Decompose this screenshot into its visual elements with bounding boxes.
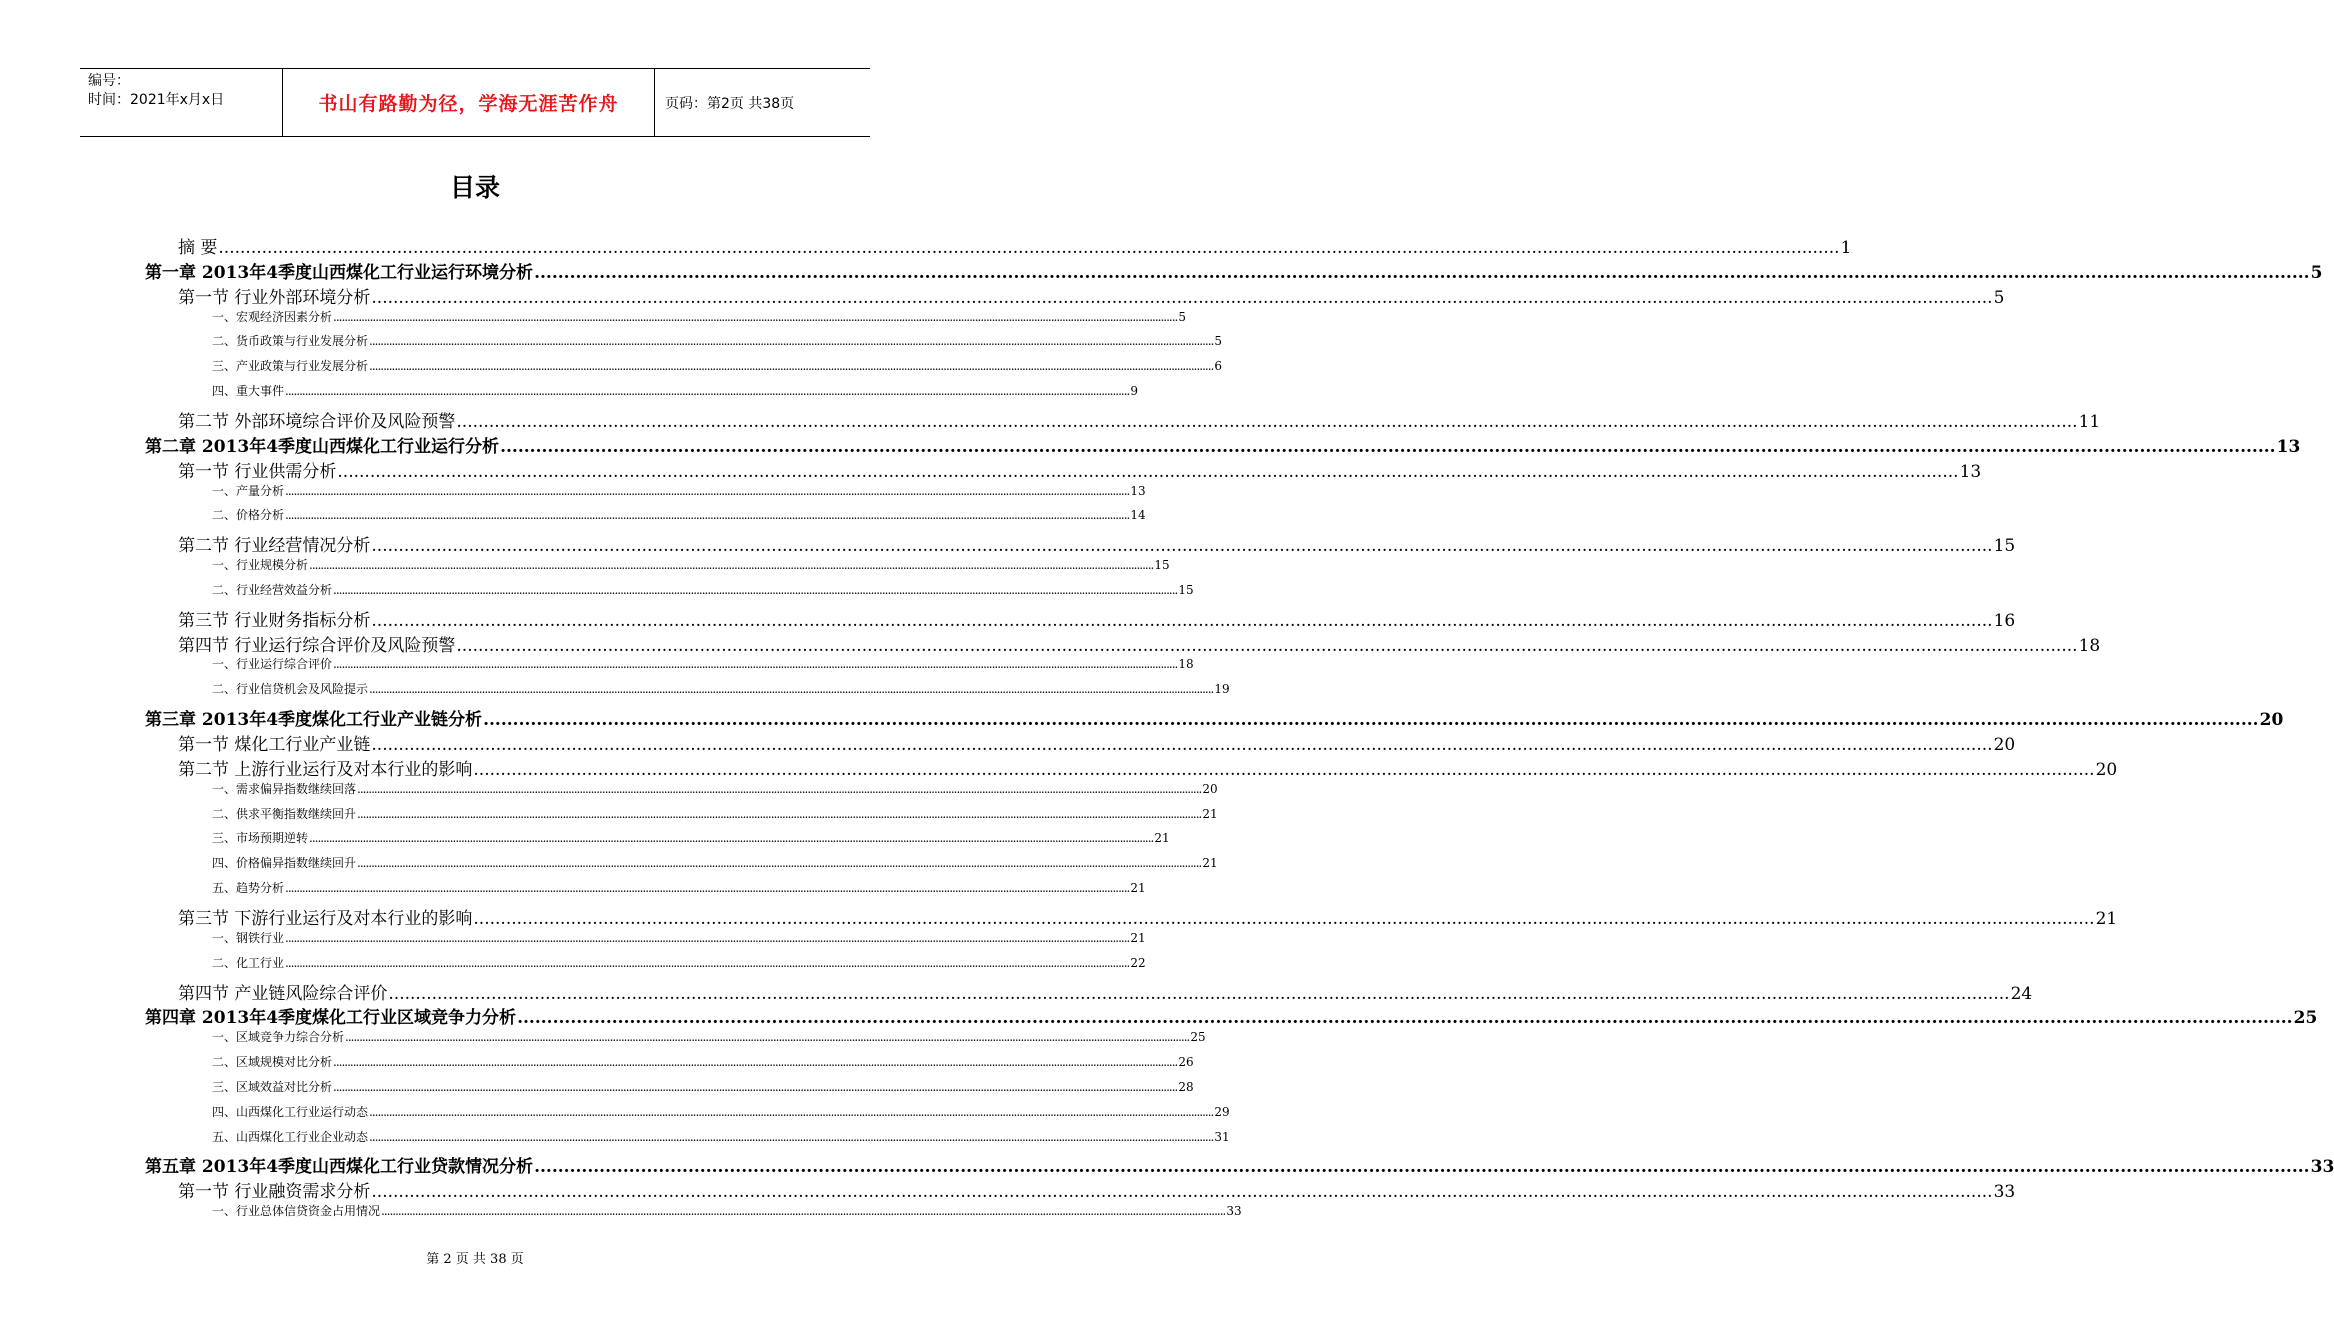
toc-leader-dots: ............................................................................................................................................................................................................................................................................................................: [333, 657, 1178, 672]
toc-entry-page: 13: [1130, 483, 1146, 498]
toc-entry-title: 一、行业运行综合评价: [212, 657, 333, 672]
toc-leader-dots: ............................................................................................................................................................................................................................................................................................................: [309, 831, 1154, 846]
toc-entry-title: 三、区域效益对比分析: [212, 1079, 333, 1094]
toc-leader-dots: ............................................................................................................................................................................................................................................................................................................: [388, 983, 2010, 1004]
toc-entry-page: 5: [1214, 334, 1222, 349]
toc-leader-dots: ............................................................................................................................................................................................................................................................................................................: [345, 1030, 1190, 1045]
toc-entry-title: 第三章 2013年4季度煤化工行业产业链分析: [145, 710, 483, 731]
toc-entry-title: 一、宏观经济因素分析: [212, 309, 333, 324]
toc-entry-page: 5: [1993, 287, 2005, 308]
toc-leader-dots: ............................................................................................................................................................................................................................................................................................................: [473, 759, 2095, 780]
toc-leader-dots: ............................................................................................................................................................................................................................................................................................................: [369, 1104, 1214, 1119]
toc-leader-dots: ............................................................................................................................................................................................................................................................................................................: [371, 610, 1993, 631]
toc-entry-page: 6: [1214, 359, 1222, 374]
toc-entry-page: 31: [1214, 1129, 1230, 1144]
toc-entry[interactable]: [178, 531, 2016, 557]
toc-entry-title: 一、产量分析: [212, 483, 285, 498]
toc-entry-title: 三、市场预期逆转: [212, 831, 309, 846]
toc-entry[interactable]: [212, 829, 1170, 846]
toc-entry[interactable]: [212, 1028, 1206, 1045]
toc-entry-page: 18: [2078, 635, 2101, 656]
toc-leader-dots: ............................................................................................................................................................................................................................................................................................................: [285, 384, 1130, 399]
toc-entry[interactable]: [212, 929, 1146, 946]
toc-entry-page: 19: [1214, 682, 1230, 697]
toc-leader-dots: ............................................................................................................................................................................................................................................................................................................: [473, 908, 2095, 929]
toc-entry-page: 33: [2310, 1157, 2334, 1178]
toc-leader-dots: ............................................................................................................................................................................................................................................................................................................: [285, 881, 1130, 896]
toc-entry-title: 第一章 2013年4季度山西煤化工行业运行环境分析: [145, 262, 534, 283]
toc-leader-dots: ............................................................................................................................................................................................................................................................................................................: [333, 582, 1178, 597]
toc-leader-dots: ............................................................................................................................................................................................................................................................................................................: [381, 1204, 1226, 1219]
toc-leader-dots: ............................................................................................................................................................................................................................................................................................................: [357, 781, 1202, 796]
toc-leader-dots: ............................................................................................................................................................................................................................................................................................................: [285, 955, 1130, 970]
toc-entry-title: 二、货币政策与行业发展分析: [212, 334, 369, 349]
toc-entry-page: 21: [1154, 831, 1170, 846]
toc-entry-page: 9: [1130, 384, 1138, 399]
toc-entry-title: 三、产业政策与行业发展分析: [212, 359, 369, 374]
toc-entry[interactable]: [212, 954, 1146, 971]
toc-entry[interactable]: [145, 432, 2301, 457]
toc-leader-dots: ............................................................................................................................................................................................................................................................................................................: [371, 1182, 1993, 1203]
toc-entry-page: 14: [1130, 508, 1146, 523]
toc-entry[interactable]: [212, 879, 1146, 896]
document-time: 时间：2021年x月x日: [88, 92, 225, 108]
toc-entry-title: 摘 要: [178, 238, 218, 258]
toc-entry[interactable]: [212, 854, 1218, 871]
toc-entry-page: 11: [2078, 411, 2101, 432]
toc-entry-page: 13: [2276, 436, 2301, 457]
toc-leader-dots: ............................................................................................................................................................................................................................................................................................................: [333, 309, 1178, 324]
toc-entry[interactable]: [145, 258, 2323, 283]
toc-entry-title: 第五章 2013年4季度山西煤化工行业贷款情况分析: [145, 1157, 534, 1178]
toc-entry-title: 一、行业总体信贷资金占用情况: [212, 1204, 381, 1219]
toc-leader-dots: ............................................................................................................................................................................................................................................................................................................: [371, 735, 1993, 755]
toc-entry-title: 二、区域规模对比分析: [212, 1055, 333, 1070]
toc-entry-title: 第一节 煤化工行业产业链: [178, 735, 371, 755]
toc-entry[interactable]: [212, 1128, 1230, 1145]
toc-entry[interactable]: [178, 631, 2101, 656]
toc-entry[interactable]: [212, 655, 1194, 672]
toc-entry[interactable]: [212, 332, 1222, 349]
toc-entry-title: 二、价格分析: [212, 508, 285, 523]
toc-leader-dots: ............................................................................................................................................................................................................................................................................................................: [333, 1055, 1178, 1070]
toc-entry[interactable]: [212, 1078, 1194, 1095]
toc-entry-title: 第四节 行业运行综合评价及风险预警: [178, 635, 456, 656]
toc-entry[interactable]: [212, 506, 1146, 523]
toc-entry[interactable]: [178, 457, 1982, 482]
toc-entry-title: 第四节 产业链风险综合评价: [178, 983, 388, 1004]
toc-entry[interactable]: [178, 606, 2016, 631]
toc-leader-dots: ............................................................................................................................................................................................................................................................................................................: [285, 930, 1130, 945]
toc-entry-page: 20: [1202, 781, 1218, 796]
toc-entry-page: 15: [1178, 582, 1194, 597]
toc-entry[interactable]: [212, 581, 1194, 598]
toc-entry[interactable]: [212, 482, 1146, 499]
toc-entry-title: 一、钢铁行业: [212, 930, 285, 945]
toc-entry-title: 第二节 外部环境综合评价及风险预警: [178, 411, 456, 432]
toc-entry-page: 5: [2310, 262, 2323, 283]
toc-entry-title: 二、行业经营效益分析: [212, 582, 333, 597]
toc-entry-title: 二、化工行业: [212, 955, 285, 970]
toc-entry-page: 15: [1154, 558, 1170, 573]
toc-leader-dots: ............................................................................................................................................................................................................................................................................................................: [500, 436, 2276, 457]
toc-leader-dots: ............................................................................................................................................................................................................................................................................................................: [371, 287, 1993, 308]
toc-entry-page: 15: [1993, 536, 2016, 557]
toc-entry-page: 16: [1993, 610, 2016, 631]
toc-entry[interactable]: [178, 904, 2118, 929]
toc-entry-title: 五、山西煤化工行业企业动态: [212, 1129, 369, 1144]
toc-leader-dots: ............................................................................................................................................................................................................................................................................................................: [357, 856, 1202, 871]
toc-leader-dots: ............................................................................................................................................................................................................................................................................................................: [517, 1008, 2293, 1029]
toc-entry-title: 第三节 下游行业运行及对本行业的影响: [178, 908, 473, 929]
header-motto: 书山有路勤为径，学海无涯苦作舟: [283, 69, 655, 136]
toc-entry-page: 1: [1840, 238, 1852, 258]
toc-entry-title: 四、价格偏异指数继续回升: [212, 856, 357, 871]
toc-leader-dots: ............................................................................................................................................................................................................................................................................................................: [369, 1129, 1214, 1144]
toc-leader-dots: ............................................................................................................................................................................................................................................................................................................: [534, 262, 2310, 283]
toc-entry-title: 第四章 2013年4季度煤化工行业区域竞争力分析: [145, 1008, 517, 1029]
toc-leader-dots: ............................................................................................................................................................................................................................................................................................................: [337, 461, 1959, 482]
toc-leader-dots: ............................................................................................................................................................................................................................................................................................................: [483, 710, 2259, 731]
toc-entry-page: 33: [1993, 1182, 2016, 1203]
toc-entry-title: 第一节 行业融资需求分析: [178, 1182, 371, 1203]
toc-entry[interactable]: [212, 382, 1138, 399]
toc-entry-title: 第二章 2013年4季度山西煤化工行业运行分析: [145, 436, 500, 457]
toc-entry-title: 第一节 行业供需分析: [178, 461, 337, 482]
toc-entry[interactable]: [212, 1053, 1194, 1070]
toc-entry-title: 四、重大事件: [212, 384, 285, 399]
toc-entry[interactable]: [178, 283, 2005, 308]
toc-entry[interactable]: [145, 1003, 2318, 1029]
toc-entry-title: 二、供求平衡指数继续回升: [212, 806, 357, 821]
toc-entry-title: 一、区域竞争力综合分析: [212, 1030, 345, 1045]
toc-entry-page: 33: [1226, 1204, 1242, 1219]
toc-leader-dots: ............................................................................................................................................................................................................................................................................................................: [309, 558, 1154, 573]
toc-entry-page: 25: [1190, 1030, 1206, 1045]
toc-leader-dots: ............................................................................................................................................................................................................................................................................................................: [371, 536, 1993, 557]
toc-entry-page: 28: [1178, 1079, 1194, 1094]
toc-entry-page: 22: [1130, 955, 1146, 970]
toc-entry-title: 一、行业规模分析: [212, 558, 309, 573]
toc-entry-title: 一、需求偏异指数继续回落: [212, 781, 357, 796]
toc-entry-page: 21: [1130, 930, 1146, 945]
toc-title: 目录: [449, 173, 500, 202]
toc-entry-title: 第一节 行业外部环境分析: [178, 287, 371, 308]
toc-entry-page: 21: [1202, 856, 1218, 871]
toc-entry[interactable]: [145, 705, 2284, 731]
toc-entry[interactable]: [178, 979, 2033, 1004]
toc-entry-title: 第二节 上游行业运行及对本行业的影响: [178, 759, 473, 780]
toc-entry[interactable]: [212, 357, 1222, 374]
toc-entry-page: 21: [1202, 806, 1218, 821]
toc-entry[interactable]: [178, 730, 2016, 755]
toc-entry-page: 20: [2095, 759, 2118, 780]
toc-entry[interactable]: [212, 805, 1218, 822]
toc-leader-dots: ............................................................................................................................................................................................................................................................................................................: [333, 1079, 1178, 1094]
toc-entry[interactable]: [212, 556, 1170, 573]
toc-leader-dots: ............................................................................................................................................................................................................................................................................................................: [534, 1157, 2310, 1178]
toc-entry[interactable]: [178, 755, 2118, 780]
toc-leader-dots: ............................................................................................................................................................................................................................................................................................................: [218, 238, 1840, 258]
page-footer: 第 2 页 共 38 页: [426, 1252, 524, 1267]
toc-entry-title: 第二节 行业经营情况分析: [178, 536, 371, 557]
toc-leader-dots: ............................................................................................................................................................................................................................................................................................................: [369, 359, 1214, 374]
toc-entry-page: 29: [1214, 1104, 1230, 1119]
header-page-info: 页码：第2页 共38页: [665, 95, 795, 112]
toc-entry-title: 四、山西煤化工行业运行动态: [212, 1104, 369, 1119]
toc-entry-page: 21: [1130, 881, 1146, 896]
toc-entry[interactable]: [178, 407, 2101, 432]
toc-entry[interactable]: [145, 1152, 2334, 1178]
toc-entry-page: 18: [1178, 657, 1194, 672]
toc-entry-page: 26: [1178, 1055, 1194, 1070]
toc-entry-page: 24: [2010, 983, 2033, 1004]
toc-entry-page: 21: [2095, 908, 2118, 929]
toc-entry[interactable]: [178, 1177, 2016, 1203]
toc-entry-page: 20: [2259, 710, 2284, 731]
page-header: [80, 68, 870, 137]
toc-leader-dots: ............................................................................................................................................................................................................................................................................................................: [285, 483, 1130, 498]
toc-entry[interactable]: [212, 308, 1186, 325]
toc-entry-title: 第三节 行业财务指标分析: [178, 610, 371, 631]
toc-entry[interactable]: [212, 1202, 1242, 1219]
toc-entry-title: 二、行业信贷机会及风险提示: [212, 682, 369, 697]
toc-entry-page: 13: [1959, 461, 1982, 482]
toc-entry[interactable]: [212, 680, 1230, 697]
header-info-cell: [80, 69, 283, 136]
toc-entry-title: 五、趋势分析: [212, 881, 285, 896]
toc-leader-dots: ............................................................................................................................................................................................................................................................................................................: [369, 682, 1214, 697]
toc-entry-page: 5: [1178, 309, 1186, 324]
document-number: 编号：: [88, 73, 130, 89]
toc-entry[interactable]: [212, 780, 1218, 797]
toc-entry[interactable]: [212, 1103, 1230, 1120]
toc-entry-page: 20: [1993, 735, 2016, 755]
toc-leader-dots: ............................................................................................................................................................................................................................................................................................................: [285, 508, 1130, 523]
toc-leader-dots: ............................................................................................................................................................................................................................................................................................................: [456, 635, 2078, 656]
toc-entry[interactable]: [178, 233, 1852, 258]
toc-leader-dots: ............................................................................................................................................................................................................................................................................................................: [456, 411, 2078, 432]
toc-leader-dots: ............................................................................................................................................................................................................................................................................................................: [369, 334, 1214, 349]
toc-leader-dots: ............................................................................................................................................................................................................................................................................................................: [357, 806, 1202, 821]
toc-entry-page: 25: [2293, 1008, 2318, 1029]
